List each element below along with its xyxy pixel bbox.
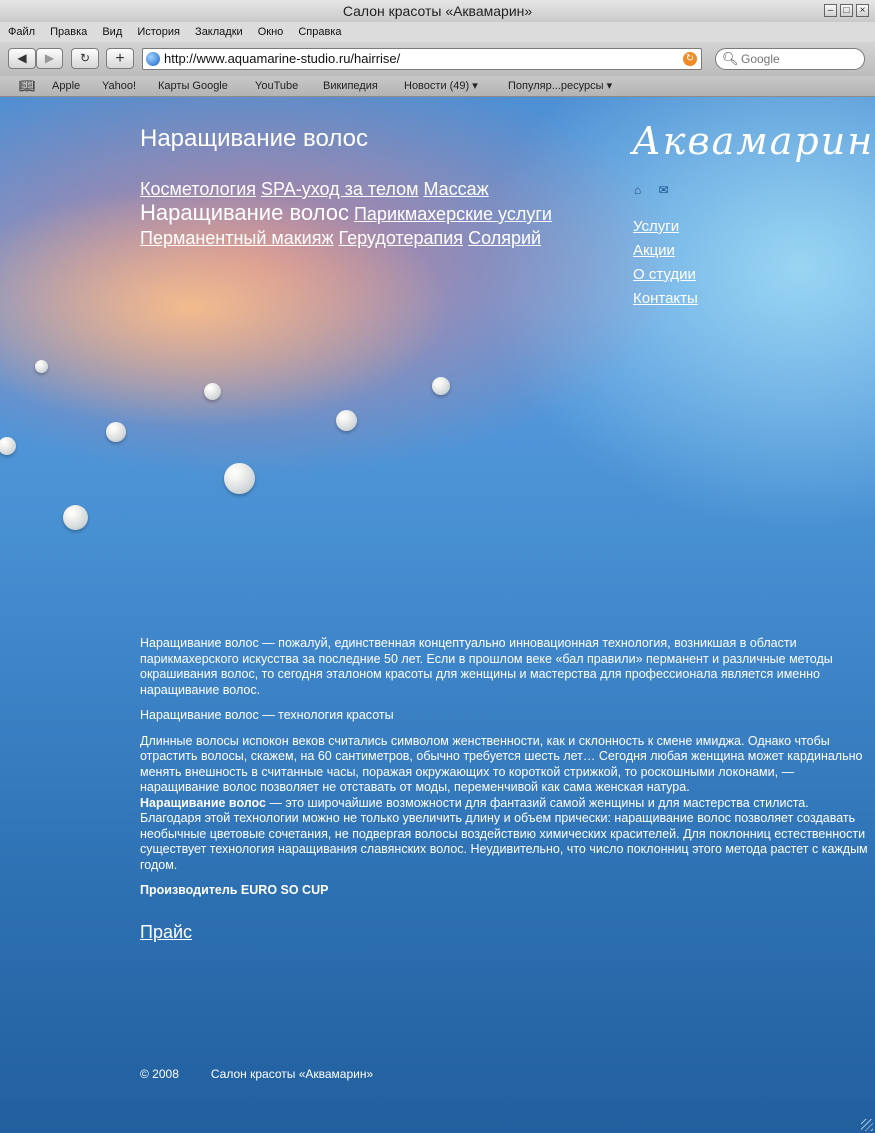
home-icon[interactable]: ⌂ xyxy=(634,183,642,197)
rss-icon[interactable]: ↻ xyxy=(683,52,697,66)
article-body xyxy=(140,636,868,909)
close-button[interactable]: × xyxy=(856,4,869,17)
bookmark-wikipedia[interactable]: Википедия xyxy=(323,80,378,92)
back-button[interactable] xyxy=(8,48,36,69)
minimize-button[interactable]: – xyxy=(824,4,837,17)
pearl-decoration xyxy=(432,377,450,395)
body-paragraph-continued: — это широчайшие возможности для фантазий самой женщины и для мастерства стилиста. Благодаря этой технологии можно не только увеличить длину и объем прически: наращивание волос позволяет создавать необычные цветовые сочетания, не подвергая волосы воздействию химических красителей. Для поклонниц естественности существует технология наращивания славянских волос. Неудивительно, что число поклонниц этого метода растет с каждым годом. xyxy=(140,795,868,872)
menu-history[interactable]: История xyxy=(137,26,180,38)
window-controls xyxy=(824,4,869,17)
body-paragraph-text: Длинные волосы испокон веков считались символом женственности, как и склонность к смене имиджа. Однако чтобы отрастить волосы, скажем, на 60 сантиметров, обычно требуется шесть лет… Сегодня любая женщина может кардинально менять внешность в считанные часы, поражая окружающих то короткой стрижкой, то роскошными локонами, — наращивание волос позволяет не отставать от моды, переменчивой как сама женская натура. xyxy=(140,733,863,794)
bold-term: Наращивание волос xyxy=(140,795,266,810)
pearl-decoration xyxy=(336,410,357,431)
pearl-decoration xyxy=(224,463,255,494)
service-nav xyxy=(140,177,580,250)
site-logo[interactable]: Аквамарин xyxy=(632,119,875,163)
subheading: Наращивание волос — технология красоты xyxy=(140,708,394,722)
search-input[interactable] xyxy=(741,51,856,67)
nav-massage[interactable]: Массаж xyxy=(423,179,489,199)
title-bar xyxy=(0,0,875,22)
page-title: Наращивание волос xyxy=(140,125,368,152)
quick-icons xyxy=(634,183,683,197)
nav-solarium[interactable]: Солярий xyxy=(468,228,542,248)
menu-bar xyxy=(0,22,875,42)
menu-help[interactable]: Справка xyxy=(298,26,342,38)
price-link[interactable]: Прайс xyxy=(140,922,193,942)
footer-copyright: © 2008 xyxy=(140,1067,179,1081)
url-text[interactable]: http://www.aquamarine-studio.ru/hairrise/ xyxy=(164,51,401,66)
chevron-down-icon: ▾ xyxy=(606,80,613,92)
body-paragraph xyxy=(140,734,868,874)
reload-icon: ↻ xyxy=(79,51,91,65)
manufacturer xyxy=(140,883,868,899)
bookmark-popular-label: Популяр...ресурсы xyxy=(508,80,604,92)
bookmark-apple[interactable]: Apple xyxy=(52,80,81,92)
maximize-button[interactable]: □ xyxy=(840,4,853,17)
bookmark-news[interactable] xyxy=(404,76,478,96)
side-menu xyxy=(633,215,698,311)
add-bookmark-button[interactable] xyxy=(106,48,134,69)
search-icon: 🔍︎ xyxy=(722,51,739,66)
bookmark-popular[interactable] xyxy=(508,76,612,96)
side-menu-about[interactable]: О студии xyxy=(633,266,696,283)
nav-hairdressing[interactable]: Парикмахерские услуги xyxy=(353,204,552,224)
forward-arrow-icon: ▶ xyxy=(44,51,55,65)
footer xyxy=(140,1067,373,1081)
footer-salon-name: Салон красоты «Аквамарин» xyxy=(210,1067,374,1081)
bookmark-yahoo[interactable]: Yahoo! xyxy=(102,80,137,92)
address-bar[interactable] xyxy=(142,48,702,70)
nav-hair-extension-current: Наращивание волос xyxy=(140,200,349,225)
pearl-decoration xyxy=(35,360,48,373)
menu-bookmarks[interactable]: Закладки xyxy=(195,26,243,38)
bookmark-news-label: Новости (49) xyxy=(404,80,470,92)
pearl-decoration xyxy=(0,437,16,455)
search-box[interactable] xyxy=(715,48,865,70)
menu-view[interactable]: Вид xyxy=(102,26,123,38)
nav-permanent-makeup[interactable]: Перманентный макияж xyxy=(140,228,334,248)
side-menu-contacts[interactable]: Контакты xyxy=(633,290,698,307)
bookmark-youtube[interactable]: YouTube xyxy=(255,80,299,92)
toolbar xyxy=(0,42,875,76)
plus-icon: + xyxy=(115,50,125,67)
bookmarks-bar xyxy=(0,76,875,97)
side-menu-promotions[interactable]: Акции xyxy=(633,242,675,259)
book-icon[interactable]: 📖︎ xyxy=(19,78,36,93)
window-title: Салон красоты «Аквамарин» xyxy=(342,3,533,19)
pearl-decoration xyxy=(106,422,126,442)
menu-edit[interactable]: Правка xyxy=(50,26,88,38)
back-arrow-icon: ◀ xyxy=(17,51,27,65)
intro-paragraph: Наращивание волос — пожалуй, единственная концептуально инновационная технология, возникшая в области парикмахерского искусства за последние 50 лет. Если в прошлом веке «бал правили» перманент и различные методы окрашивания волос, то сегодня эталоном красоты для женщины и мастерства для профессионала является именно наращивание волос. xyxy=(140,636,833,697)
mail-icon[interactable]: ✉ xyxy=(658,183,669,197)
nav-hirudotherapy[interactable]: Герудотерапия xyxy=(338,228,464,248)
bookmark-google-maps[interactable]: Карты Google xyxy=(158,80,228,92)
reload-button[interactable] xyxy=(71,48,99,69)
globe-icon xyxy=(146,52,160,66)
chevron-down-icon: ▾ xyxy=(472,80,478,92)
side-menu-services[interactable]: Услуги xyxy=(633,218,680,235)
nav-cosmetology[interactable]: Косметология xyxy=(140,179,257,199)
web-page xyxy=(0,97,875,1133)
pearl-decoration xyxy=(63,505,88,530)
menu-window[interactable]: Окно xyxy=(257,26,284,38)
resize-grip-icon[interactable] xyxy=(861,1119,873,1131)
pearl-decoration xyxy=(204,383,221,400)
forward-button[interactable] xyxy=(36,48,63,69)
menu-file[interactable]: Файл xyxy=(8,26,36,38)
nav-spa[interactable]: SPA-уход за телом xyxy=(261,179,419,199)
manufacturer-text: Производитель EURO SO CUP xyxy=(140,883,329,897)
